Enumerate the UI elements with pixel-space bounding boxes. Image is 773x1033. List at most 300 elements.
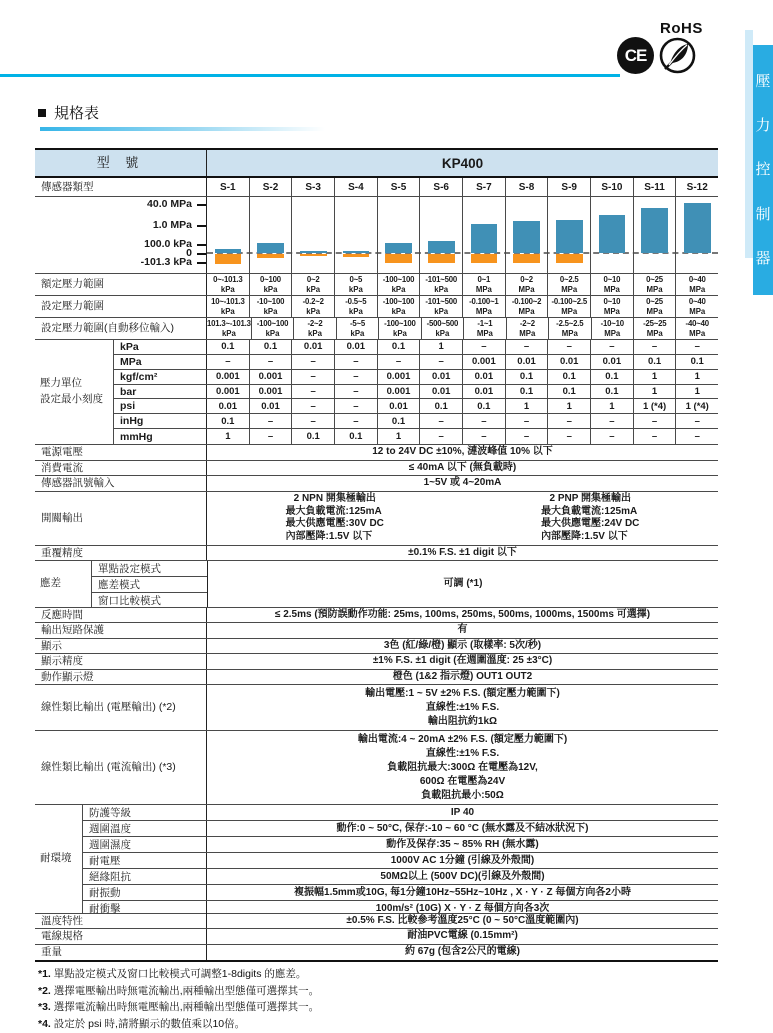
- env-label: 耐電壓: [83, 853, 207, 868]
- spec-cell: 0.001: [215, 371, 240, 383]
- spec-cell: 0.1: [590, 370, 633, 384]
- spec-cell: –: [334, 370, 377, 384]
- unit-cells: [207, 385, 718, 399]
- spec-cell: 1: [633, 385, 676, 399]
- spec-cell: 0.1: [334, 429, 377, 444]
- sensor-type-cell: S-6: [419, 178, 462, 196]
- auto-shift-range-row: [35, 318, 718, 340]
- spec-cell: 0.1: [675, 355, 718, 369]
- axis-tick-label: 40.0 MPa: [147, 198, 192, 210]
- unit-label: MPa: [114, 355, 207, 369]
- spec-cell: –: [505, 429, 548, 444]
- range-bar-negative: [257, 254, 284, 258]
- weight-row: [35, 945, 718, 961]
- spec-cell: 1: [225, 431, 231, 443]
- spec-cell: 0.1: [547, 385, 590, 399]
- unit-cells: [207, 340, 718, 354]
- range-cell: -0.100~2.5 MPa: [547, 296, 590, 317]
- chart-column-S-10: [590, 197, 633, 273]
- range-cell: 0~25 MPa: [633, 274, 676, 295]
- env-value: 1000V AC 1分鐘 (引線及外殼間): [390, 854, 535, 866]
- model-value: KP400: [441, 155, 484, 171]
- row-value: 12 to 24V DC ±10%, 漣波峰值 10% 以下: [372, 446, 553, 458]
- env-row-ambient-humidity: [83, 837, 718, 853]
- spec-cell: 0.001: [215, 386, 240, 397]
- spec-cell: –: [334, 414, 377, 428]
- row-label: 開關輸出: [35, 492, 207, 545]
- unit-label: kgf/cm²: [114, 370, 207, 384]
- spec-cell: 1 (*4): [675, 399, 718, 413]
- range-cell: -5~5 kPa: [336, 318, 378, 339]
- spec-cell: 0.001: [249, 385, 292, 399]
- spec-cell: 0.1: [377, 414, 420, 428]
- range-cell: -40~40 MPa: [675, 318, 717, 339]
- row-label: 線性類比輸出 (電壓輸出) (*2): [35, 685, 207, 730]
- spec-cell: 0.1: [291, 429, 334, 444]
- axis-tick-mark: [197, 225, 206, 227]
- spec-cell: 0.1: [221, 341, 235, 353]
- sensor-type-cell: S-3: [291, 178, 334, 196]
- row-label: 傳感器訊號輸入: [35, 476, 207, 491]
- range-cell: 0~10 MPa: [590, 296, 633, 317]
- range-cell: 0~2.5 MPa: [547, 274, 590, 295]
- env-label: 耐衝擊: [83, 901, 207, 916]
- text-line: 最大供應電壓:30V DC: [285, 518, 384, 529]
- range-cell: 0~25 MPa: [633, 296, 676, 317]
- side-tab-char: 壓: [755, 73, 771, 91]
- unit-cells: [207, 399, 718, 413]
- pressure-range-chart-row: [35, 197, 718, 274]
- text-line: 輸出阻抗約1kΩ: [427, 715, 498, 727]
- chart-column-S-5: [377, 197, 420, 273]
- switch-output-value: [207, 492, 718, 545]
- row-label: 反應時間: [35, 608, 207, 623]
- text-line: 600Ω 在電壓為24V: [419, 775, 506, 787]
- env-row-ambient-temp: [83, 821, 718, 837]
- text-line: 2 PNP 開集極輸出: [549, 493, 631, 504]
- spec-cell: –: [505, 340, 548, 354]
- chart-column-S-9: [547, 197, 590, 273]
- spec-cell: 0.01: [590, 355, 633, 369]
- range-bar-positive: [471, 224, 498, 253]
- unit-label: psi: [114, 399, 207, 413]
- unit-row-kgf: [114, 370, 718, 385]
- current-consumption-row: [35, 461, 718, 477]
- env-value: 動作:0 ~ 50°C, 保存:-10 ~ 60 °C (無水露及不結冰狀況下): [336, 822, 589, 834]
- range-cell: 0~40 MPa: [675, 274, 718, 295]
- row-value: ±0.5% F.S. 比較參考溫度25°C (0 ~ 50°C溫度範圍內): [346, 914, 579, 926]
- spec-cell: 1: [547, 399, 590, 413]
- spec-cell: 1: [675, 370, 718, 384]
- sensor-type-cell: S-1: [220, 181, 236, 193]
- range-cell: -10~10 MPa: [591, 318, 633, 339]
- row-value: ±1% F.S. ±1 digit (在週圍溫度: 25 ±3°C): [372, 655, 553, 667]
- spec-table: [35, 148, 718, 962]
- range-bar-positive: [428, 241, 455, 253]
- footnote: *3. 選擇電流輸出時無電壓輸出,兩種輸出型態僅可選擇其一。: [38, 1001, 320, 1013]
- sensor-type-row: [35, 178, 718, 197]
- range-cell: 10~-101.3 kPa: [211, 296, 245, 316]
- display-accuracy-row: [35, 654, 718, 670]
- range-bar-positive: [300, 251, 327, 253]
- row-label: 電線規格: [35, 929, 207, 944]
- range-bar-negative: [385, 254, 412, 263]
- text-line: 內部壓降:1.5V 以下: [541, 530, 628, 542]
- range-cell: 0~-101.3 kPa: [213, 274, 243, 294]
- range-cell: -1~1 MPa: [463, 318, 505, 339]
- npn-output-lines: [286, 493, 384, 543]
- spec-cell: 0.01: [377, 399, 420, 413]
- temperature-characteristic-row: [35, 914, 718, 930]
- spec-cell: 0.01: [334, 340, 377, 354]
- range-cell: -2~2 MPa: [506, 318, 548, 339]
- row-label: 額定壓力範圍: [35, 274, 207, 295]
- spec-cell: 0.001: [377, 385, 420, 399]
- row-label: 溫度特性: [35, 914, 207, 929]
- row-value: 有: [457, 624, 468, 636]
- sensor-type-cell: S-10: [590, 178, 633, 196]
- side-tab-char: 制: [755, 205, 771, 223]
- unit-cells: [207, 370, 718, 384]
- model-label: 型 號: [35, 150, 207, 176]
- sensor-type-cell: S-8: [505, 178, 548, 196]
- spec-cell: 0.001: [462, 355, 505, 369]
- sensor-type-cell: S-4: [334, 178, 377, 196]
- range-cell: 0~5 kPa: [334, 274, 377, 295]
- axis-tick-mark: [197, 253, 206, 255]
- range-cell: -2~2 kPa: [293, 318, 335, 339]
- section-title: 規格表: [54, 105, 100, 122]
- side-tab-char: 器: [755, 249, 771, 267]
- axis-tick-label: 1.0 MPa: [152, 219, 192, 231]
- sensor-type-cell: S-5: [377, 178, 420, 196]
- row-value: 橙色 (1&2 指示燈) OUT1 OUT2: [392, 670, 533, 682]
- spec-cell: –: [249, 355, 292, 369]
- axis-tick-label: -101.3 kPa: [140, 256, 192, 268]
- footnote: *2. 選擇電壓輸出時無電流輸出,兩種輸出型態僅可選擇其一。: [38, 984, 320, 997]
- spec-cell: 0.1: [633, 355, 676, 369]
- top-accent-rule: [0, 74, 620, 77]
- sensor-type-cell: S-12: [675, 178, 718, 196]
- range-bar-negative: [343, 254, 370, 257]
- ce-mark-text: CE: [624, 45, 647, 65]
- unit-label: inHg: [114, 414, 207, 428]
- operation-indicator-row: [35, 670, 718, 686]
- chart-column-S-2: [249, 197, 292, 273]
- cable-spec-row: [35, 929, 718, 945]
- axis-tick-mark: [197, 204, 206, 206]
- spec-cell: 0.01: [419, 385, 462, 399]
- row-label: 顯示精度: [35, 654, 207, 669]
- range-cell: -0.100~1 MPa: [462, 296, 505, 317]
- set-range-cells: [207, 296, 718, 317]
- unit-cells: [207, 414, 718, 428]
- chart-column-S-3: [291, 197, 334, 273]
- range-bar-negative: [556, 254, 583, 263]
- sensor-type-cell: S-2: [249, 178, 292, 196]
- spec-cell: –: [419, 429, 462, 444]
- min-scale-block: [35, 340, 718, 445]
- spec-cell: 0.1: [419, 399, 462, 413]
- table-header-row: [35, 150, 718, 178]
- min-scale-group-label: [35, 340, 114, 444]
- range-cell: 0~1 MPa: [462, 274, 505, 295]
- power-voltage-row: [35, 445, 718, 461]
- unit-label: mmHg: [114, 429, 207, 444]
- spec-cell: –: [291, 385, 334, 399]
- rated-range-cells: [207, 274, 718, 295]
- spec-cell: 0.01: [419, 370, 462, 384]
- range-cell: -0.2~2 kPa: [291, 296, 334, 317]
- eco-leaf-icon: [658, 36, 697, 75]
- spec-cell: –: [249, 429, 292, 444]
- axis-tick-mark: [197, 244, 206, 246]
- env-row-withstand-voltage: [83, 853, 718, 869]
- spec-cell: –: [291, 399, 334, 413]
- mode-label: 窗口比較模式: [98, 595, 161, 607]
- text-line: 內部壓降:1.5V 以下: [285, 530, 373, 542]
- env-value: 動作及保存:35 ~ 85% RH (無水露): [386, 838, 539, 850]
- row-label: 輸出短路保護: [35, 623, 207, 638]
- env-value: IP 40: [450, 806, 475, 818]
- row-value: ≤ 40mA 以下 (無負載時): [408, 461, 517, 473]
- spec-cell: 0.01: [462, 370, 505, 384]
- chart-column-S-11: [633, 197, 676, 273]
- spec-cell: –: [547, 340, 590, 354]
- side-tab-char: 力: [755, 117, 771, 135]
- row-value: 耐油PVC電線 (0.15mm²): [407, 930, 518, 942]
- row-label: 顯示: [35, 639, 207, 654]
- row-value: 3色 (紅/綠/橙) 顯示 (取樣率: 5次/秒): [383, 639, 542, 651]
- spec-cell: 0.001: [249, 370, 292, 384]
- text-line: 最大負載電流:125mA: [285, 505, 382, 517]
- environment-block: [35, 805, 718, 914]
- row-label: 設定壓力範圍: [35, 296, 207, 317]
- text-line: 最大負載電流:125mA: [541, 505, 638, 517]
- spec-cell: –: [462, 429, 505, 444]
- sensor-signal-input-row: [35, 476, 718, 492]
- spec-cell: 0.01: [547, 355, 590, 369]
- environment-group-label: 耐環境: [35, 805, 83, 913]
- spec-cell: 0.1: [377, 340, 420, 354]
- text-line: 輸出電流:4 ~ 20mA ±2% F.S. (額定壓力範圍下): [357, 733, 568, 745]
- row-label: 設定壓力範圍(自動移位輸入): [35, 318, 207, 339]
- analog-current-lines: [207, 731, 718, 804]
- text-line: 直線性:±1% F.S.: [425, 701, 500, 713]
- range-bar-positive: [684, 203, 711, 253]
- analog-voltage-lines: [207, 685, 718, 730]
- rohs-label: RoHS: [660, 20, 703, 37]
- range-cell: -100~100 kPa: [378, 318, 420, 339]
- display-row: [35, 639, 718, 655]
- env-label: 絕緣阻抗: [83, 869, 207, 884]
- unit-cells: [207, 429, 718, 444]
- unit-row-inhg: [114, 414, 718, 429]
- spec-cell: –: [377, 355, 420, 369]
- env-label: 耐振動: [83, 885, 207, 900]
- sensor-type-cell: S-7: [462, 178, 505, 196]
- min-scale-rows: [114, 340, 718, 444]
- spec-cell: –: [249, 414, 292, 428]
- hysteresis-block: [35, 561, 718, 608]
- range-bar-negative: [428, 254, 455, 263]
- repeatability-row: [35, 546, 718, 562]
- row-label: 線性類比輸出 (電流輸出) (*3): [35, 731, 207, 804]
- spec-cell: –: [505, 414, 548, 428]
- row-value: ≤ 2.5ms (預防誤動作功能: 25ms, 100ms, 250ms, 500ms, 1000ms, 1500ms 可選擇): [274, 608, 651, 620]
- spec-cell: 0.01: [249, 399, 292, 413]
- spec-cell: 0.1: [221, 415, 235, 427]
- range-cell: -101~500 kPa: [419, 274, 462, 295]
- range-cell: -100~100 kPa: [251, 318, 293, 339]
- range-cell: -101~500 kPa: [419, 296, 462, 317]
- group-label-line: 設定最小刻度: [40, 393, 103, 405]
- env-row-protection: [83, 805, 718, 821]
- unit-row-kpa: [114, 340, 718, 355]
- footnotes: [38, 966, 319, 1032]
- response-time-row: [35, 608, 718, 624]
- chart-column-S-7: [462, 197, 505, 273]
- spec-cell: –: [334, 385, 377, 399]
- spec-cell: 1: [505, 399, 548, 413]
- spec-cell: 0.1: [505, 385, 548, 399]
- range-bar-positive: [385, 243, 412, 253]
- range-bar-positive: [641, 208, 668, 253]
- mode-label: 應差模式: [98, 579, 140, 591]
- sensor-type-cell: S-11: [633, 178, 676, 196]
- unit-row-bar: [114, 385, 718, 400]
- spec-cell: –: [291, 370, 334, 384]
- text-line: 最大供應電壓:24V DC: [541, 518, 640, 529]
- analog-current-output-row: [35, 731, 718, 805]
- chart-column-S-8: [505, 197, 548, 273]
- env-label: 週圍濕度: [83, 837, 207, 852]
- row-value: ±0.1% F.S. ±1 digit 以下: [408, 546, 517, 558]
- spec-cell: –: [334, 355, 377, 369]
- range-cell: -25~25 MPa: [633, 318, 675, 339]
- spec-cell: –: [547, 429, 590, 444]
- environment-rows: [83, 805, 718, 913]
- analog-voltage-output-row: [35, 685, 718, 731]
- spec-cell: –: [291, 414, 334, 428]
- spec-cell: 0.01: [505, 355, 548, 369]
- unit-row-psi: [114, 399, 718, 414]
- chart-y-axis: [35, 197, 207, 273]
- spec-cell: –: [675, 414, 718, 428]
- spec-cell: –: [334, 399, 377, 413]
- text-line: 直線性:±1% F.S.: [425, 747, 500, 759]
- env-label: 防護等級: [83, 805, 207, 820]
- range-bar-negative: [471, 254, 498, 263]
- spec-cell: –: [462, 340, 505, 354]
- spec-cell: –: [590, 429, 633, 444]
- range-bar-positive: [556, 220, 583, 253]
- spec-cell: –: [419, 355, 462, 369]
- unit-label: kPa: [114, 340, 207, 354]
- short-circuit-protection-row: [35, 623, 718, 639]
- range-cell: -100~100 kPa: [377, 274, 420, 295]
- spec-cell: 0.01: [462, 385, 505, 399]
- spec-cell: –: [675, 429, 718, 444]
- side-tab-pressure-controller: [753, 45, 773, 295]
- side-strip: [745, 30, 753, 258]
- chart-column-S-12: [675, 197, 718, 273]
- env-row-insulation: [83, 869, 718, 885]
- text-line: 輸出電壓:1 ~ 5V ±2% F.S. (額定壓力範圍下): [365, 687, 560, 699]
- spec-cell: –: [291, 355, 334, 369]
- spec-cell: 1: [377, 429, 420, 444]
- chart-column-S-6: [419, 197, 462, 273]
- spec-cell: –: [633, 414, 676, 428]
- row-label: 重量: [35, 945, 207, 961]
- spec-cell: –: [462, 414, 505, 428]
- mode-label: 單點設定模式: [98, 563, 161, 575]
- range-cell: -2.5~2.5 MPa: [548, 318, 590, 339]
- pnp-output-block: [463, 492, 719, 545]
- unit-cells: [207, 355, 718, 369]
- row-label: 動作顯示燈: [35, 670, 207, 685]
- set-pressure-range-row: [35, 296, 718, 318]
- chart-column-S-4: [334, 197, 377, 273]
- range-cell: 0~10 MPa: [590, 274, 633, 295]
- footnote: *1. 單點設定模式及窗口比較模式可調整1-8digits 的應差。: [38, 968, 307, 980]
- spec-cell: 1 (*4): [633, 399, 676, 413]
- spec-cell: –: [590, 340, 633, 354]
- row-value: 約 67g (包含2公尺的電線): [404, 946, 520, 958]
- npn-output-block: [207, 492, 463, 545]
- text-line: 2 NPN 開集極輸出: [293, 493, 376, 504]
- spec-cell: 1: [675, 385, 718, 399]
- spec-cell: 1: [590, 399, 633, 413]
- text-line: 負載阻抗最大:300Ω 在電壓為12V,: [387, 761, 538, 773]
- range-cell: 101.3~-101.3 kPa: [207, 318, 251, 338]
- range-bar-negative: [215, 254, 242, 264]
- spec-cell: 0.1: [590, 385, 633, 399]
- range-cell: -100~100 kPa: [377, 296, 420, 317]
- pnp-output-lines: [541, 493, 639, 543]
- range-bar-positive: [215, 249, 242, 253]
- row-value: 1~5V 或 4~20mA: [423, 477, 502, 489]
- range-cell: -10~100 kPa: [249, 296, 292, 317]
- spec-cell: 0.1: [249, 340, 292, 354]
- range-cell: -500~500 kPa: [421, 318, 463, 339]
- spec-cell: 0.1: [462, 399, 505, 413]
- range-cell: -0.100~2 MPa: [505, 296, 548, 317]
- footnote: *4. 設定於 psi 時,請將顯示的數值乘以10倍。: [38, 1017, 246, 1030]
- env-label: 週圍溫度: [83, 821, 207, 836]
- range-cell: 0~2 kPa: [291, 274, 334, 295]
- spec-cell: 0.001: [377, 370, 420, 384]
- range-cell: -0.5~5 kPa: [334, 296, 377, 317]
- range-cell: 0~100 kPa: [249, 274, 292, 295]
- range-bar-positive: [599, 215, 626, 253]
- unit-row-mmhg: [114, 429, 718, 444]
- unit-row-mpa: [114, 355, 718, 370]
- ce-mark-icon: [617, 37, 654, 74]
- text-line: 負載阻抗最小:50Ω: [421, 789, 504, 801]
- env-row-vibration: [83, 885, 718, 901]
- hysteresis-modes: [92, 561, 207, 607]
- axis-tick-label: 0: [186, 247, 192, 259]
- unit-label: bar: [114, 385, 207, 399]
- spec-cell: –: [547, 414, 590, 428]
- spec-cell: –: [633, 429, 676, 444]
- chart-plot-area: [207, 197, 718, 273]
- spec-cell: 1: [633, 370, 676, 384]
- range-bar-positive: [343, 251, 370, 253]
- section-title-row: [38, 102, 99, 123]
- sensor-type-cell: S-9: [547, 178, 590, 196]
